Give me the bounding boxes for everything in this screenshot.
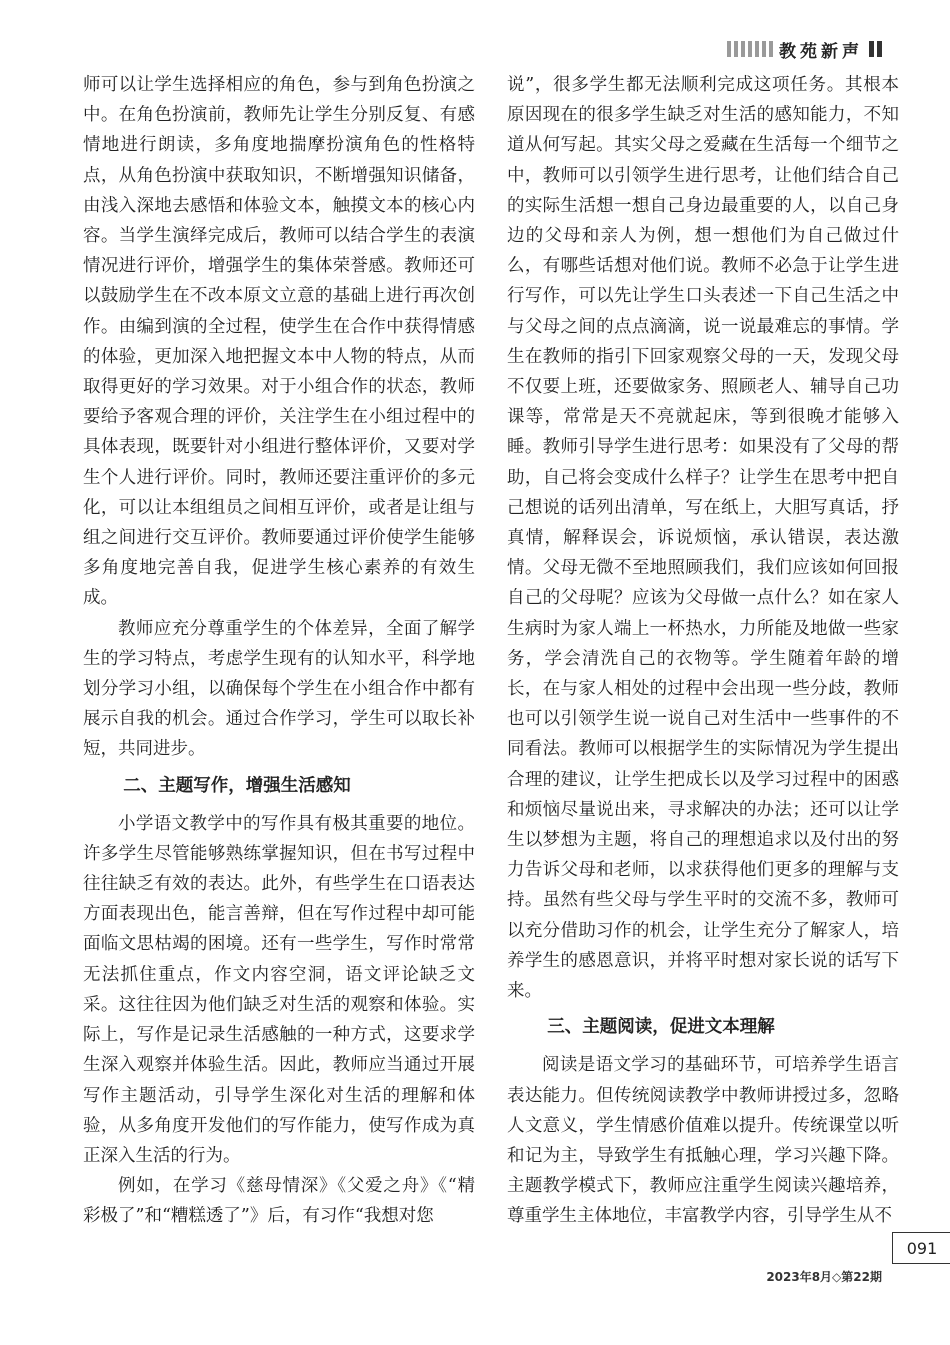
paragraph: 教师应充分尊重学生的个体差异，全面了解学生的学习特点，考虑学生现有的认知水平，科学地划分学习小组，以确保每个学生在小组合作中都有展示自我的机会。通过合作学习，学生可以取长补短，共同进步。 [83,618,475,760]
journal-section-title: 教苑新声 [779,41,863,62]
paragraph: 例如，在学习《慈母情深》《父爱之舟》《“精彩极了”和“糟糕透了”》后，有习作“我想对您 [83,1176,475,1227]
section-heading-2: 二、主题写作，增强生活感知 [123,775,351,796]
paragraph: 师可以让学生选择相应的角色，参与到角色扮演之中。在角色扮演前，教师先让学生分别反复、有感情地进行朗读，多角度地揣摩扮演角色的性格特点，从角色扮演中获取知识，不断增强知识储备，由浅入深地去感悟和体验文本，触摸文本的核心内容。当学生演绎完成后，教师可以结合学生的表演情况进行评价，增强学生的集体荣誉感。教师还可以鼓励学生在不改本原文立意的基础上进行再次创作。由编到演的全过程，使学生在合作中获得情感的体验，更加深入地把握文本中人物的特点，从而取得更好的学习效果。对于小组合作的状态，教师要给予客观合理的评价，关注学生在小组过程中的具体表现，既要针对小组进行整体评价，又要对学生个人进行评价。同时，教师还要注重评价的多元化，可以让本组组员之间相互评价，或者是让组与组之间进行交互评价。教师要通过评价使学生能够多角度地完善自我，促进学生核心素养的有效生成。 [83,75,475,609]
paragraph: 说”，很多学生都无法顺利完成这项任务。其根本原因现在的很多学生缺乏对生活的感知能力，不知道从何写起。其实父母之爱藏在生活每一个细节之中，教师可以引领学生进行思考，让他们结合自己的实际生活想一想自己身边最重要的人，以自己身边的父母和亲人为例，想一想他们为自己做过什么，有哪些话想对他们说。教师不必急于让学生进行写作，可以先让学生口头表述一下自己生活之中与父母之间的点点滴滴，说一说最难忘的事情。学生在教师的指引下回家观察父母的一天，发现父母不仅要上班，还要做家务、照顾老人、辅导自己功课等，常常是天不亮就起床，等到很晚才能够入睡。教师引导学生进行思考：如果没有了父母的帮助，自己将会变成什么样子？让学生在思考中把自己想说的话列出清单，写在纸上，大胆写真话，抒真情，解释误会，诉说烦恼，承认错误，表达激情。父母无微不至地照顾我们，我们应该如何回报自己的父母呢？应该为父母做一点什么？如在家人生病时为家人端上一杯热水，力所能及地做一些家务，学会清洗自己的衣物等。学生随着年龄的增长，在与家人相处的过程中会出现一些分歧，教师也可以引领学生说一说自己对生活中一些事件的不同看法。教师可以根据学生的实际情况为学生提出合理的建议，让学生把成长以及学习过程中的困惑和烦恼尽量说出来，寻求解决的办法；还可以让学生以梦想为主题，将自己的理想追求以及付出的努力告诉父母和老师，以求获得他们更多的理解与支持。虽然有些父母与学生平时的交流不多，教师可以充分借助习作的机会，让学生充分了解家人，培养学生的感恩意识，并将平时想对家长说的话写下来。 [507,75,899,1002]
right-column [507,70,899,1232]
section-heading-3: 三、主题阅读，促进文本理解 [547,1017,775,1038]
paragraph: 小学语文教学中的写作具有极其重要的地位。许多学生尽管能够熟练掌握知识，但在书写过程中往往缺乏有效的表达。此外，有些学生在口语表达方面表现出色，能言善辩，但在写作过程中却可能面临文思枯竭的困境。还有一些学生，写作时常常无法抓住重点，作文内容空洞，语文评论缺乏文采。这往往因为他们缺乏对生活的观察和体验。实际上，写作是记录生活感触的一种方式，这要求学生深入观察并体验生活。因此，教师应当通过开展写作主题活动，引导学生深化对生活的理解和体验，从多角度开发他们的写作能力，使写作成为真正深入生活的行为。 [83,813,475,1166]
header-decor-bars-left [727,41,773,57]
page-number: 091 [892,1232,950,1264]
journal-header [727,38,882,60]
header-decor-bars-right [869,41,882,57]
issue-label: 2023年8月◇第22期 [766,1270,882,1284]
left-column [83,70,475,1232]
paragraph: 阅读是语文学习的基础环节，可培养学生语言表达能力。但传统阅读教学中教师讲授过多，忽略人文意义，学生情感价值难以提升。传统课堂以听和记为主，导致学生有抵触心理，学习兴趣下降。主题教学模式下，教师应注重学生阅读兴趣培养，尊重学生主体地位，丰富教学内容，引导学生从不 [507,1055,899,1227]
